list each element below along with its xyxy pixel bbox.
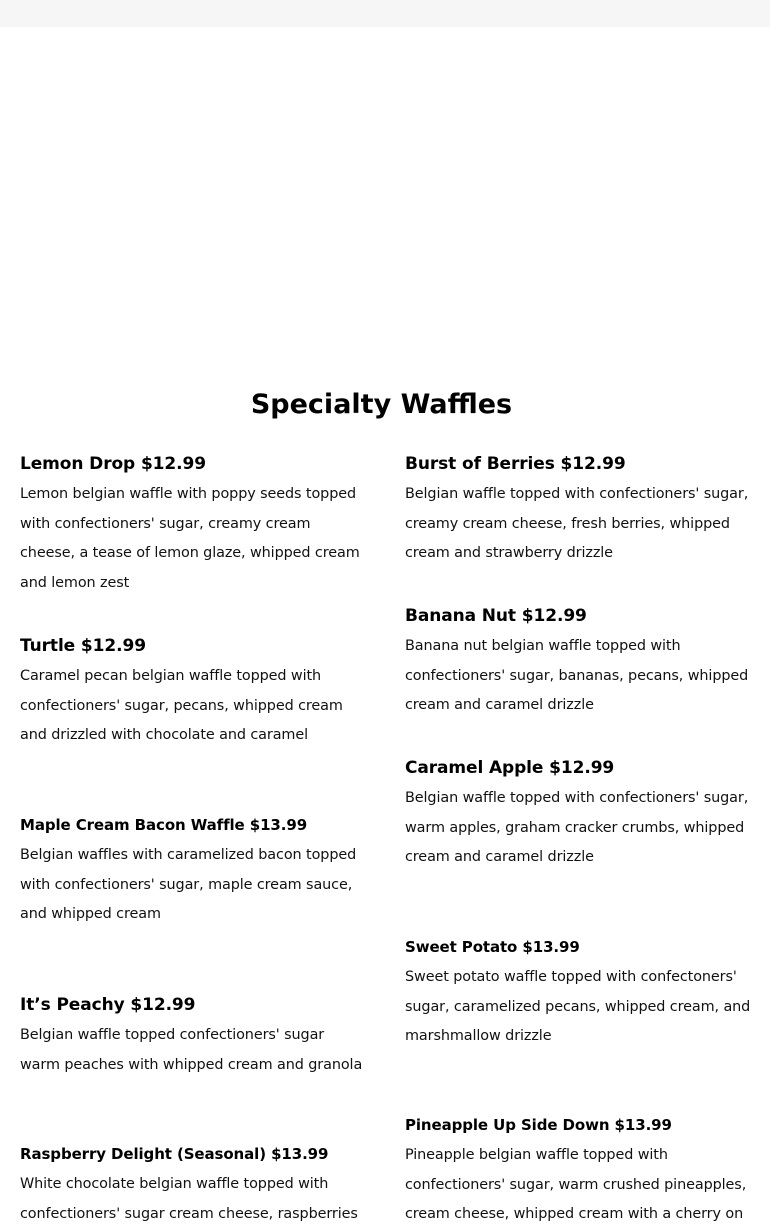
menu-item-title: Sweet Potato $13.99	[405, 938, 580, 956]
menu-item-lemon-drop	[20, 452, 368, 599]
menu-item-description: Banana nut belgian waffle topped with confectioners' sugar, bananas, pecans, whipped cream and caramel drizzle	[405, 638, 749, 714]
menu-item-title: Burst of Berries $12.99	[405, 454, 626, 474]
menu-item-description: Belgian waffle topped with confectioners' sugar, warm apples, graham cracker crumbs, whipped cream and caramel drizzle	[405, 790, 749, 866]
menu-item-title: It’s Peachy $12.99	[20, 995, 196, 1015]
menu-item-title: Pineapple Up Side Down $13.99	[405, 1116, 672, 1134]
menu-item-its-peachy	[20, 993, 368, 1080]
menu-item-title: Raspberry Delight (Seasonal) $13.99	[20, 1145, 329, 1163]
menu-item-caramel-apple	[405, 756, 753, 873]
menu-item-description: Sweet potato waffle topped with confectoners' sugar, caramelized pecans, whipped cream, and marshmallow drizzle	[405, 969, 751, 1045]
menu-item-title: Caramel Apple $12.99	[405, 758, 615, 778]
menu-item-banana-nut	[405, 604, 753, 721]
menu-item-title: Banana Nut $12.99	[405, 606, 587, 626]
menu-item-description: Caramel pecan belgian waffle topped with confectioners' sugar, pecans, whipped cream and drizzled with chocolate and caramel	[20, 668, 343, 744]
top-bar	[0, 0, 770, 27]
menu-item-title: Maple Cream Bacon Waffle $13.99	[20, 816, 308, 834]
menu-item-description: Belgian waffles with caramelized bacon topped with confectioners' sugar, maple cream sauce, and whipped cream	[20, 847, 357, 923]
menu-item-pineapple-up-side-down	[405, 1113, 753, 1230]
menu-item-description: Pineapple belgian waffle topped with confectioners' sugar, warm crushed pineapples, cream cheese, whipped cream with a cherry on	[405, 1147, 747, 1223]
menu-item-title: Lemon Drop $12.99	[20, 454, 206, 474]
menu-item-maple-cream-bacon	[20, 813, 368, 930]
menu-item-burst-of-berries	[405, 452, 753, 569]
menu-item-description: Belgian waffle topped with confectioners' sugar, creamy cream cheese, fresh berries, whipped cream and strawberry drizzle	[405, 486, 749, 562]
menu-item-raspberry-delight	[20, 1142, 368, 1229]
menu-item-turtle	[20, 634, 368, 751]
menu-item-sweet-potato	[405, 935, 753, 1052]
menu-item-title: Turtle $12.99	[20, 636, 146, 656]
section-title: Specialty Waffles	[250, 389, 513, 420]
menu-item-description: Belgian waffle topped confectioners' sugar warm peaches with whipped cream and granola	[20, 1027, 363, 1073]
menu-item-description: White chocolate belgian waffle topped with confectioners' sugar cream cheese, raspberries	[20, 1176, 358, 1222]
menu-item-description: Lemon belgian waffle with poppy seeds topped with confectioners' sugar, creamy cream cheese, a tease of lemon glaze, whipped cream and lemon zest	[20, 486, 360, 592]
